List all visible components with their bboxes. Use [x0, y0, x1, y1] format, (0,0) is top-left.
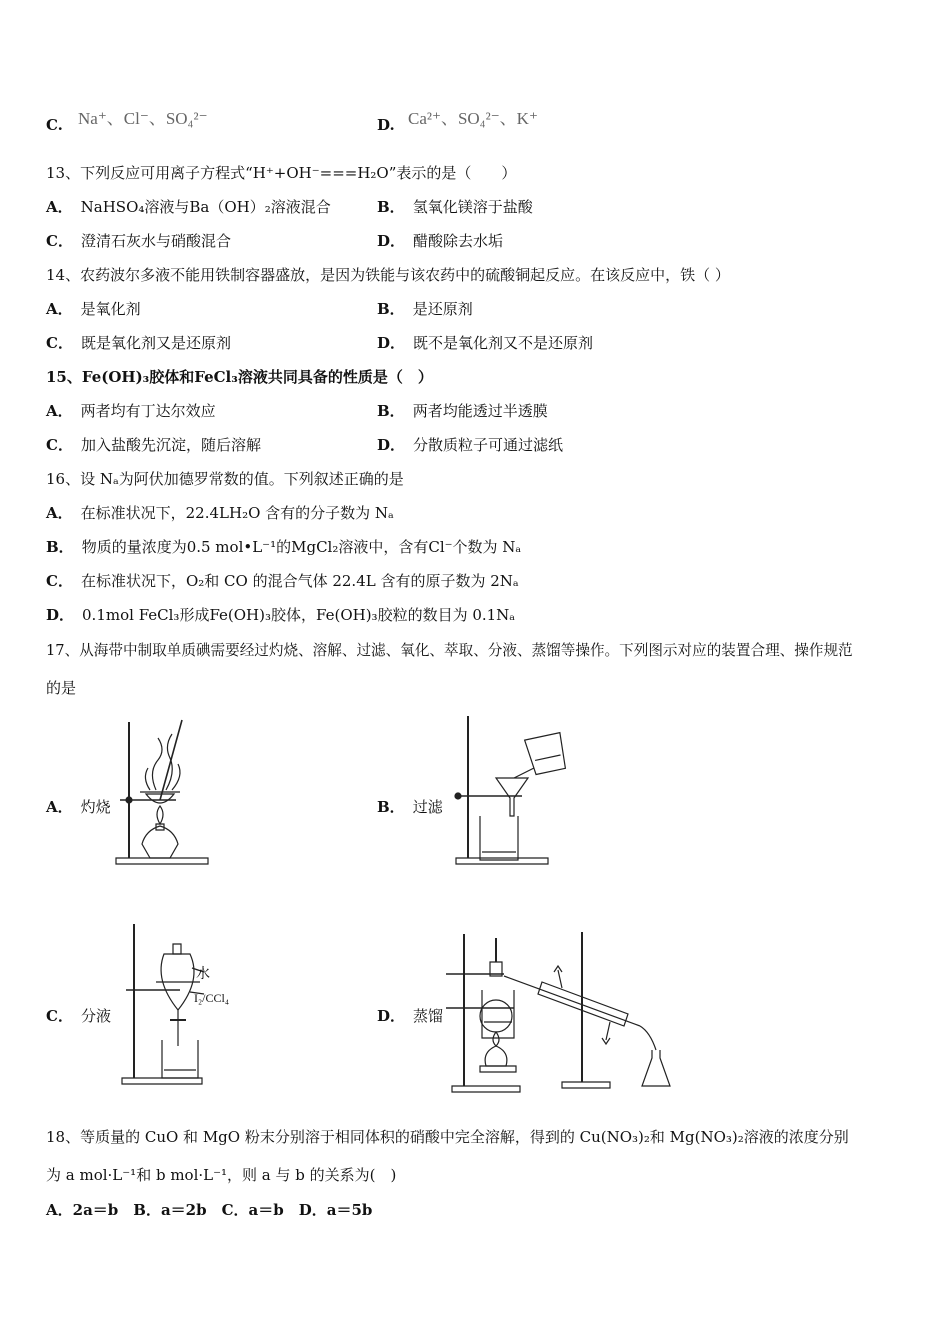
smoke-line-2 [166, 734, 172, 790]
beaker [480, 816, 518, 860]
conical-flask [642, 1050, 670, 1086]
label-water: 水 [196, 966, 210, 982]
water-inlet [606, 1022, 610, 1040]
smoke-line-3 [172, 764, 180, 790]
q17-d-label: D． [377, 1007, 406, 1025]
q13-b-text: 氢氧化镁溶于盐酸 [412, 198, 533, 216]
q16-option-c [46, 570, 519, 591]
q13-a-text: NaHSO₄溶液与Ba（OH）₂溶液混合 [80, 198, 331, 216]
q14-c-label: C． [46, 334, 73, 352]
q17-option-d [377, 1005, 443, 1026]
q16-b-text: 物质的量浓度为0.5 mol•L⁻¹的MgCl₂溶液中，含有Cl⁻个数为 Nₐ [81, 538, 522, 556]
q13-stem: 13、下列反应可用离子方程式“H⁺+OH⁻===H₂O”表示的是（ ） [46, 164, 517, 182]
receiving-beaker [162, 1040, 198, 1078]
q16-d-label: D． [46, 606, 75, 624]
q14-d-label: D． [377, 334, 406, 352]
pouring-liquid [535, 755, 560, 760]
q17-option-b [377, 796, 443, 817]
q15-stem: 15、Fe(OH)₃胶体和FeCl₃溶液共同具备的性质是（ ） [46, 368, 433, 386]
q13-option-c [46, 230, 231, 251]
q17-b-text: 过滤 [412, 798, 443, 816]
q13-option-a [46, 196, 331, 217]
q14-c-text: 既是氧化剂又是还原剂 [80, 334, 231, 352]
q16-option-a [46, 502, 394, 523]
q15-a-text: 两者均有丁达尔效应 [80, 402, 216, 420]
q13-c-label: C． [46, 232, 73, 250]
q18-stem-line2: 为 a mol·L⁻¹和 b mol·L⁻¹，则 a 与 b 的关系为( ) [46, 1166, 397, 1184]
figure-distillation-apparatus [444, 926, 680, 1094]
stand-base [456, 858, 548, 864]
q16-a-label: A． [46, 504, 73, 522]
q13-d-text: 醋酸除去水垢 [413, 232, 504, 250]
stand-base [122, 1078, 202, 1084]
q17-c-label: C． [46, 1007, 73, 1025]
q17-a-text: 灼烧 [80, 798, 111, 816]
q13-c-text: 澄清石灰水与硝酸混合 [80, 232, 231, 250]
smoke-line-4 [145, 768, 150, 790]
q16-c-text: 在标准状况下，O₂和 CO 的混合气体 22.4L 含有的原子数为 2Nₐ [80, 572, 519, 590]
q12-d-ions: Ca²⁺、SO₄²⁻、K⁺ [408, 109, 538, 128]
stand-base-left [452, 1086, 520, 1092]
q15-a-label: A． [46, 402, 73, 420]
q16-option-d [46, 604, 515, 625]
q13-option-b [377, 196, 533, 217]
q12-d-label: D. [377, 116, 395, 134]
q13-b-label: B． [377, 198, 405, 216]
q16-option-b [46, 536, 521, 557]
q15-c-label: C． [46, 436, 73, 454]
q13-option-d [377, 230, 503, 251]
q15-d-text: 分散质粒子可通过滤纸 [413, 436, 564, 454]
q18-stem-line1: 18、等质量的 CuO 和 MgO 粉末分别溶于相同体积的硝酸中完全溶解，得到的 Cu(NO₃)₂和 Mg(NO₃)₂溶液的浓度分别 [46, 1128, 849, 1146]
q12-option-c [46, 116, 71, 134]
q12-option-d [377, 116, 403, 134]
figure-filtration-apparatus [452, 712, 582, 866]
q13-a-label: A． [46, 198, 73, 216]
label-iodine-layer: I₂/CCl₄ [194, 991, 230, 1005]
q14-option-a [46, 298, 141, 319]
q12-c-ions: Na⁺、Cl⁻、SO₄²⁻ [78, 109, 208, 128]
q15-d-label: D． [377, 436, 406, 454]
adapter [640, 1026, 656, 1050]
pour-stream [514, 768, 534, 778]
q14-option-d [377, 332, 593, 353]
q16-c-label: C． [46, 572, 73, 590]
q15-c-text: 加入盐酸先沉淀，随后溶解 [80, 436, 261, 454]
q17-b-label: B． [377, 798, 405, 816]
clamp-knob [126, 797, 132, 803]
q14-b-label: B． [377, 300, 405, 318]
q17-stem-line1: 17、从海带中制取单质碘需要经过灼烧、溶解、过滤、氧化、萃取、分液、蒸馏等操作。下列图示对应的装置合理、操作规范 [46, 642, 853, 659]
q15-b-text: 两者均能透过半透膜 [412, 402, 548, 420]
smoke-line-1 [152, 738, 162, 790]
q17-option-c [46, 1005, 111, 1026]
q15-option-b [377, 400, 548, 421]
side-arm [504, 976, 640, 1026]
clamp-knob [455, 793, 461, 799]
q16-d-text: 0.1mol FeCl₃形成Fe(OH)₃胶体，Fe(OH)₃胶粒的数目为 0.1Nₐ [82, 606, 516, 624]
funnel [496, 778, 528, 816]
stand-base-right [562, 1082, 610, 1088]
lamp-base [480, 1066, 516, 1072]
q17-option-a [46, 796, 111, 817]
alcohol-lamp [142, 826, 178, 858]
water-bath [482, 990, 514, 1038]
q14-d-text: 既不是氧化剂又不是还原剂 [413, 334, 594, 352]
q16-a-text: 在标准状况下，22.4LH₂O 含有的分子数为 Nₐ [80, 504, 394, 522]
q15-b-label: B． [377, 402, 405, 420]
q14-option-c [46, 332, 231, 353]
distilling-flask [480, 1000, 512, 1032]
figure-burning-apparatus [112, 712, 212, 866]
funnel-stopper [173, 944, 181, 954]
stand-base [116, 858, 208, 864]
q14-option-b [377, 298, 473, 319]
water-outlet [558, 970, 562, 988]
q13-d-label: D． [377, 232, 406, 250]
q18-options: A．2a＝b B．a＝2b C．a＝b D．a＝5b [46, 1201, 373, 1219]
q15-option-d [377, 434, 563, 455]
q17-a-label: A． [46, 798, 73, 816]
q14-a-text: 是氧化剂 [80, 300, 141, 318]
q12-c-label: C. [46, 116, 63, 134]
q15-option-c [46, 434, 261, 455]
flame [493, 1032, 499, 1046]
q14-a-label: A． [46, 300, 73, 318]
q14-stem: 14、农药波尔多液不能用铁制容器盛放，是因为铁能与该农药中的硫酸铜起反应。在该反应中，铁（ ） [46, 266, 730, 284]
alcohol-lamp [485, 1046, 507, 1066]
q14-b-text: 是还原剂 [412, 300, 473, 318]
q15-option-a [46, 400, 216, 421]
q17-d-text: 蒸馏 [413, 1007, 444, 1025]
flame [157, 806, 163, 824]
q17-stem-line2: 的是 [46, 679, 77, 697]
q17-c-text: 分液 [80, 1007, 111, 1025]
q16-b-label: B． [46, 538, 74, 556]
q16-stem: 16、设 Nₐ为阿伏加德罗常数的值。下列叙述正确的是 [46, 470, 404, 488]
